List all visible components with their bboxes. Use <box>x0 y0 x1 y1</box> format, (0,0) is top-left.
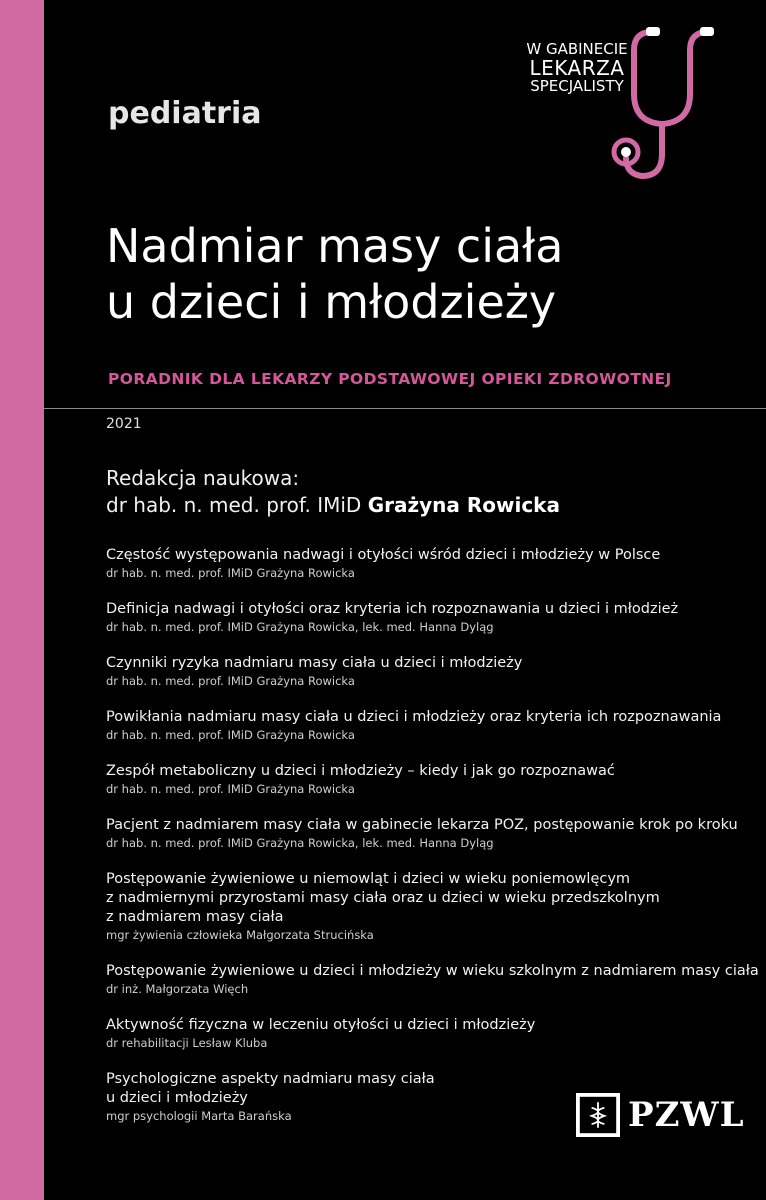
book-subtitle: PORADNIK DLA LEKARZY PODSTAWOWEJ OPIEKI ZDROWOTNEJ <box>108 370 672 388</box>
stethoscope-icon <box>590 24 740 189</box>
divider <box>44 408 766 409</box>
toc-entry-title: Pacjent z nadmiarem masy ciała w gabinecie lekarza POZ, postępowanie krok po kroku <box>106 817 738 833</box>
title-line-1: Nadmiar masy ciała <box>106 219 564 273</box>
toc-entry-title: Aktywność fizyczna w leczeniu otyłości u dzieci i młodzieży <box>106 1017 536 1033</box>
editor-name: Grażyna Rowicka <box>367 493 560 517</box>
series-line-2: LEKARZA <box>529 55 625 80</box>
toc-entry-author: dr hab. n. med. prof. IMiD Grażyna Rowicka <box>106 728 355 742</box>
table-of-contents <box>106 546 759 1124</box>
title-line-2: u dzieci i młodzieży <box>106 275 557 330</box>
publication-year: 2021 <box>106 416 142 432</box>
toc-entry <box>106 762 746 797</box>
book-title <box>106 218 746 330</box>
toc-entry-title: Psychologiczne aspekty nadmiaru masy ciała <box>106 1071 435 1087</box>
toc-entry-title: Postępowanie żywieniowe u dzieci i młodzieży w wieku szkolnym z nadmiarem masy ciała <box>106 963 759 979</box>
toc-entry-title: Powikłania nadmiaru masy ciała u dzieci i młodzieży oraz kryteria ich rozpoznawania <box>106 709 722 725</box>
toc-entry <box>106 962 759 997</box>
publisher-name: PZWL <box>628 1095 745 1135</box>
toc-entry-author: dr hab. n. med. prof. IMiD Grażyna Rowicka, lek. med. Hanna Dyląg <box>106 620 494 634</box>
toc-entry-author: dr hab. n. med. prof. IMiD Grażyna Rowicka <box>106 566 355 580</box>
toc-entry-author: dr hab. n. med. prof. IMiD Grażyna Rowicka, lek. med. Hanna Dyląg <box>106 836 494 850</box>
toc-entry-title: Czynniki ryzyka nadmiaru masy ciała u dzieci i młodzieży <box>106 655 523 671</box>
toc-entry-title: Częstość występowania nadwagi i otyłości wśród dzieci i młodzieży w Polsce <box>106 547 661 563</box>
series-line-3: SPECJALISTY <box>530 76 624 95</box>
toc-entry-author: mgr żywienia człowieka Małgorzata Strucińska <box>106 928 374 942</box>
toc-entry <box>106 816 746 851</box>
editor-block <box>106 465 560 519</box>
editor-prefix: dr hab. n. med. prof. IMiD <box>106 493 362 517</box>
toc-entry <box>106 870 746 943</box>
toc-entry-author: dr hab. n. med. prof. IMiD Grażyna Rowicka <box>106 782 355 796</box>
toc-entry-author: dr inż. Małgorzata Więch <box>106 982 249 996</box>
toc-entry-author: dr hab. n. med. prof. IMiD Grażyna Rowicka <box>106 674 355 688</box>
toc-entry-title: Postępowanie żywieniowe u niemowląt i dzieci w wieku poniemowlęcym <box>106 871 631 887</box>
toc-entry-title: Definicja nadwagi i otyłości oraz kryteria ich rozpoznawania u dzieci i młodzież <box>106 601 679 617</box>
toc-entry <box>106 654 746 689</box>
editor-line <box>106 492 560 519</box>
toc-entry-author: dr rehabilitacji Lesław Kluba <box>106 1036 268 1050</box>
toc-entry-title: z nadmiarem masy ciała <box>106 909 284 925</box>
toc-entry-author: mgr psychologii Marta Barańska <box>106 1109 292 1123</box>
publisher-emblem-icon <box>576 1093 620 1137</box>
editor-label: Redakcja naukowa: <box>106 466 300 490</box>
toc-entry <box>106 708 746 743</box>
toc-entry <box>106 546 746 581</box>
series-line-1: W GABINECIE <box>526 40 628 58</box>
toc-entry <box>106 1016 746 1051</box>
toc-entry <box>106 600 746 635</box>
category-label: pediatria <box>108 96 262 131</box>
publisher-logo <box>576 1093 744 1137</box>
toc-entry-title: u dzieci i młodzieży <box>106 1090 248 1106</box>
toc-entry-title: Zespół metaboliczny u dzieci i młodzieży – kiedy i jak go rozpoznawać <box>106 763 615 779</box>
toc-entry-title: z nadmiernymi przyrostami masy ciała oraz u dzieci w wieku przedszkolnym <box>106 890 660 906</box>
left-pink-stripe <box>0 0 44 1200</box>
